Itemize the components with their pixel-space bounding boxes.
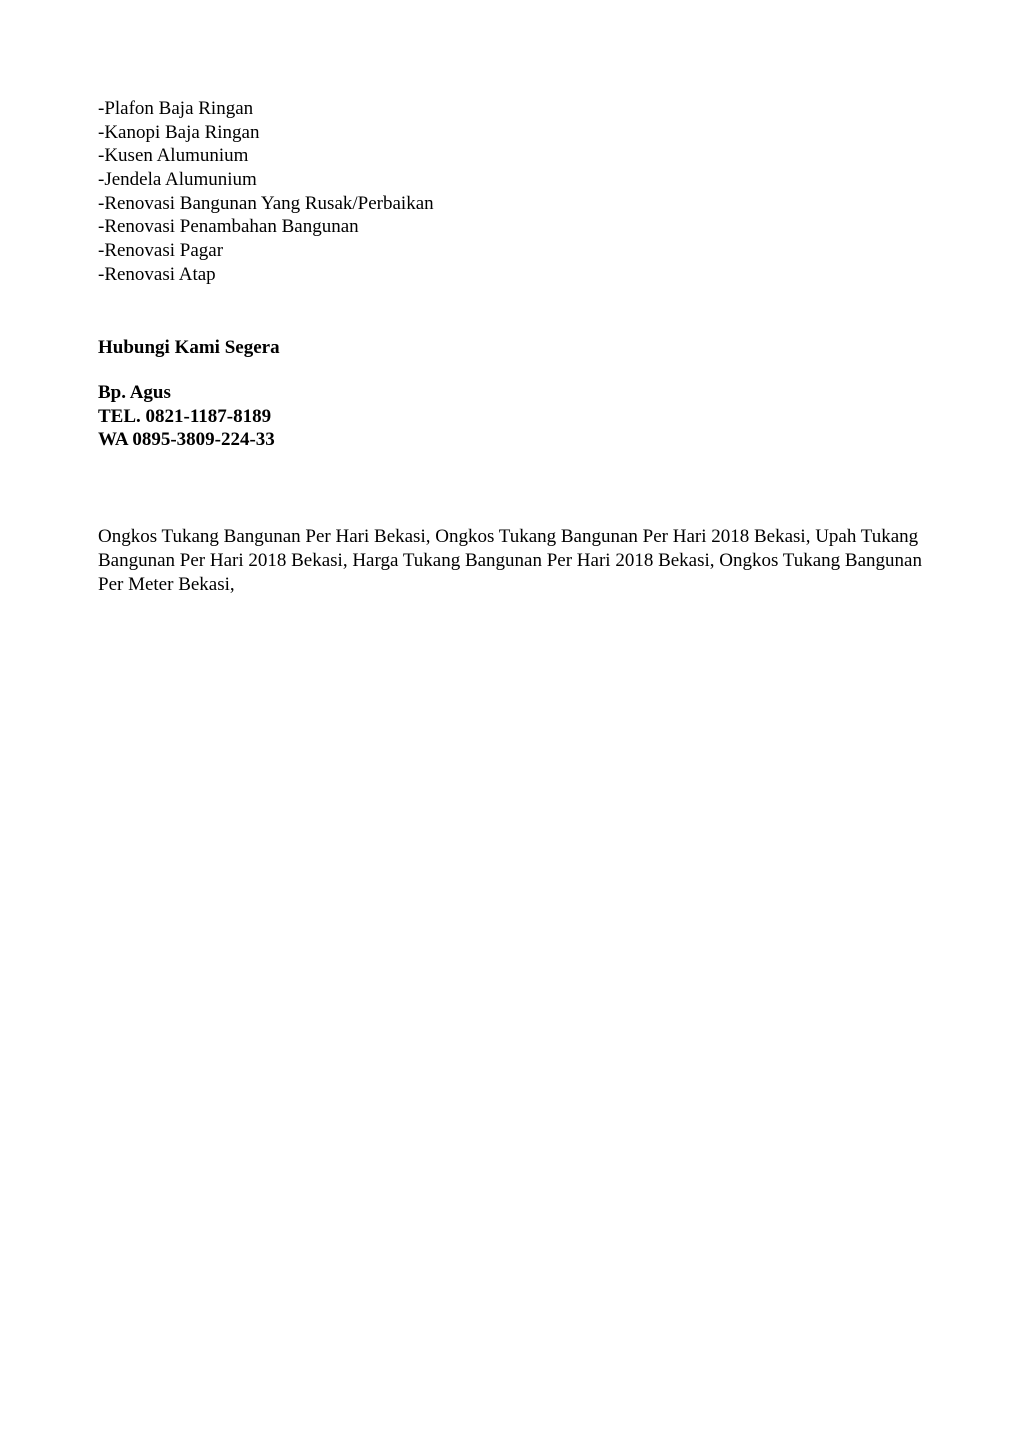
service-item-renovasi-atap: -Renovasi Atap xyxy=(98,263,216,285)
service-item-plafon: -Plafon Baja Ringan xyxy=(98,98,254,119)
contact-heading: Hubungi Kami Segera xyxy=(98,337,280,358)
service-item-kusen: -Kusen Alumunium xyxy=(98,145,249,167)
service-item-jendela: -Jendela Alumunium xyxy=(98,169,257,191)
contact-block xyxy=(98,381,275,452)
keywords-paragraph: Ongkos Tukang Bangunan Per Hari Bekasi, Ongkos Tukang Bangunan Per Hari 2018 Bekasi, Upah Tukang Bangunan Per Hari 2018 Bekasi, Harga Tukang Bangunan Per Hari 2018 Bekasi, Ongkos Tukang Bangunan Per Meter Bekasi, xyxy=(98,526,922,595)
service-item-renovasi-perbaikan: -Renovasi Bangunan Yang Rusak/Perbaikan xyxy=(98,192,434,214)
contact-whatsapp: WA 0895-3809-224-33 xyxy=(98,429,275,451)
service-item-renovasi-penambahan: -Renovasi Penambahan Bangunan xyxy=(98,216,359,238)
service-item-renovasi-pagar: -Renovasi Pagar xyxy=(98,240,224,262)
service-list xyxy=(98,97,434,287)
service-item-kanopi: -Kanopi Baja Ringan xyxy=(98,121,260,143)
contact-name: Bp. Agus xyxy=(98,382,171,403)
contact-phone: TEL. 0821-1187-8189 xyxy=(98,405,272,427)
